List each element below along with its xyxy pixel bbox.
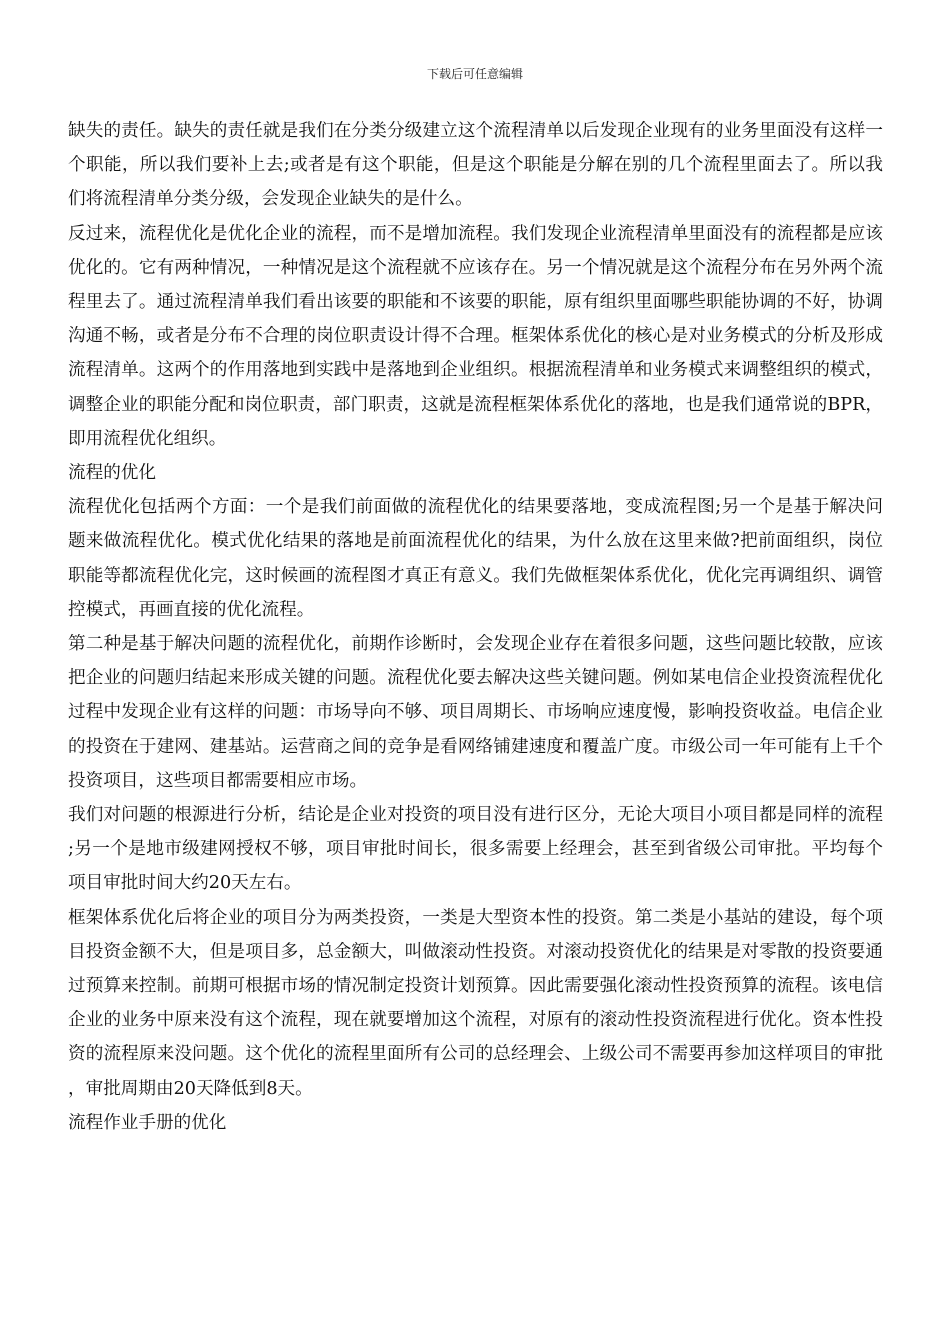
section-heading-process-optimization: 流程的优化 [68,463,156,484]
paragraph-process-optimization-reverse: 反过来，流程优化是优化企业的流程，而不是增加流程。我们发现企业流程清单里面没有的流程都是应该优化的。它有两种情况，一种情况是这个流程就不应该存在。另一个情况就是这个流程分布在另外两个流程里去了。通过流程清单我们看出该要的职能和不该要的职能，原有组织里面哪些职能协调的不好，协调沟通不畅，或者是分布不合理的岗位职责设计得不合理。框架体系优化的核心是对业务模式的分析及形成流程清单。这两个的作用落地到实践中是落地到企业组织。根据流程清单和业务模式来调整组织的模式，调整企业的职能分配和岗位职责，部门职责，这就是流程框架体系优化的落地，也是我们通常说的BPR，即用流程优化组织。 [68,223,883,449]
paragraph-two-aspects: 流程优化包括两个方面：一个是我们前面做的流程优化的结果要落地，变成流程图;另一个是基于解决问题来做流程优化。模式优化结果的落地是前面流程优化的结果，为什么放在这里来做?把前面组织，岗位职能等都流程优化完，这时候画的流程图才真正有意义。我们先做框架体系优化，优化完再调组织、调管控模式，再画直接的优化流程。 [68,497,883,620]
paragraph-problem-based-optimization: 第二种是基于解决问题的流程优化，前期作诊断时，会发现企业存在着很多问题，这些问题比较散，应该把企业的问题归结起来形成关键的问题。流程优化要去解决这些关键问题。例如某电信企业投资流程优化过程中发现企业有这样的问题：市场导向不够、项目周期长、市场响应速度慢，影响投资收益。电信企业的投资在于建网、建基站。运营商之间的竞争是看网络铺建速度和覆盖广度。市级公司一年可能有上千个投资项目，这些项目都需要相应市场。 [68,634,883,791]
paragraph-investment-classification: 框架体系优化后将企业的项目分为两类投资，一类是大型资本性的投资。第二类是小基站的建设，每个项目投资金额不大，但是项目多，总金额大，叫做滚动性投资。对滚动投资优化的结果是对零散的投资要通过预算来控制。前期可根据市场的情况制定投资计划预算。因此需要强化滚动性投资预算的流程。该电信企业的业务中原来没有这个流程，现在就要增加这个流程，对原有的滚动性投资流程进行优化。资本性投资的流程原来没问题。这个优化的流程里面所有公司的总经理会、上级公司不需要再参加这样项目的审批，审批周期由20天降低到8天。 [68,907,883,1099]
paragraph-missing-responsibility: 缺失的责任。缺失的责任就是我们在分类分级建立这个流程清单以后发现企业现有的业务里面没有这样一个职能，所以我们要补上去;或者是有这个职能，但是这个职能是分解在别的几个流程里面去了。所以我们将流程清单分类分级，会发现企业缺失的是什么。 [68,121,883,210]
page-header: 下载后可任意编辑 [426,67,523,81]
section-heading-manual-optimization: 流程作业手册的优化 [68,1112,227,1133]
paragraph-root-cause-analysis: 我们对问题的根源进行分析，结论是企业对投资的项目没有进行区分，无论大项目小项目都是同样的流程;另一个是地市级建网授权不够，项目审批时间长，很多需要上经理会，甚至到省级公司审批。平均每个项目审批时间大约20天左右。 [68,805,883,894]
document-body [68,114,883,1140]
